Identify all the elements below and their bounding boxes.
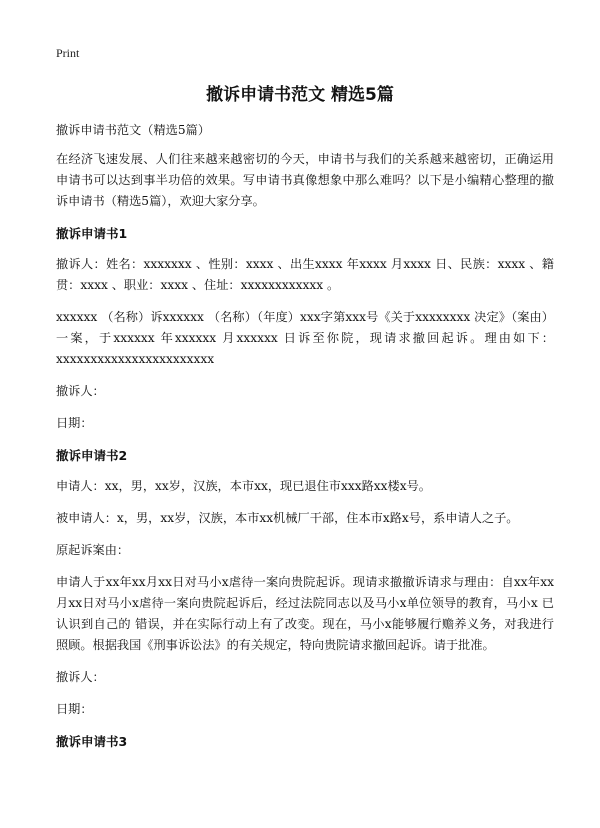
document-subtitle: 撤诉申请书范文（精选5篇） [56, 123, 211, 137]
section1-date: 日期： [56, 416, 93, 430]
document-title: 撤诉申请书范文 精选5篇 [206, 85, 394, 105]
section2-respondent: 被申请人：x，男，xx岁，汉族，本市xx机械厂干部，住本市x路x号，系申请人之子。 [56, 511, 519, 525]
print-label: Print [56, 46, 80, 60]
section1-petitioner: 撤诉人： [56, 384, 105, 398]
section2-applicant: 申请人：xx，男，xx岁，汉族，本市xx，现已退住市xxx路xx楼x号。 [56, 479, 431, 493]
section2-date: 日期： [56, 702, 93, 716]
section2-petitioner: 撤诉人： [56, 670, 105, 684]
document-body [56, 120, 554, 762]
section2-body: 申请人于xx年xx月xx日对马小x虐待一案向贵院起诉。现请求撤撤诉请求与理由：自xx年xx月xx日对马小x虐待一案向贵院起诉后，经过法院同志以及马小x单位领导的教育，马小x 已认识到自己的 错误，并在实际行动上有了改变。现在，马小x能够履行赡养义务，对我进行照顾。根据我国《刑事诉讼法》的有关规定，特向贵院请求撤回起诉。请于批准。 [56, 575, 554, 652]
intro-paragraph: 在经济飞速发展、人们往来越来越密切的今天，申请书与我们的关系越来越密切，正确运用申请书可以达到事半功倍的效果。写申请书真像想象中那么难吗？以下是小编精心整理的撤诉申请书（精选5篇），欢迎大家分享。 [56, 152, 554, 208]
section1-heading: 撤诉申请书1 [56, 226, 128, 241]
section1-case-text: xxxxxx （名称）诉xxxxxx （名称）（年度）xxx字第xxx号《关于xxxxxxxx 决定》（案由）一案，于xxxxxx 年xxxxxx 月xxxxxx 日诉至你院，现请求撤回起诉。理由如下：xxxxxxxxxxxxxxxxxxxxxxx [56, 310, 554, 366]
section2-cause-label: 原起诉案由： [56, 543, 130, 557]
section3-heading: 撤诉申请书3 [56, 734, 128, 749]
section2-heading: 撤诉申请书2 [56, 448, 128, 463]
section1-party-info: 撤诉人：姓名：xxxxxxx 、性别：xxxx 、出生xxxx 年xxxx 月xxxx 日、民族：xxxx 、籍贯：xxxx 、职业：xxxx 、住址：xxxxxxxxxxxx 。 [56, 257, 554, 292]
